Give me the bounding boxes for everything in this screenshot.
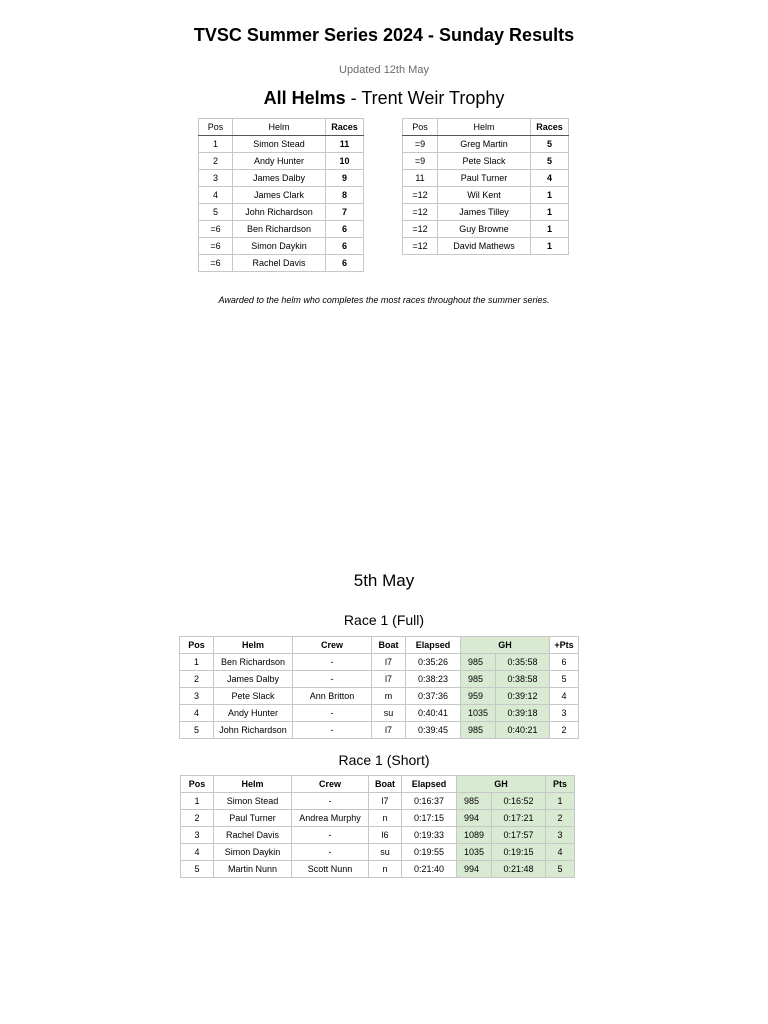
races-cell: 1 xyxy=(531,187,569,204)
pos-cell: 4 xyxy=(199,187,233,204)
helm-cell: Simon Daykin xyxy=(233,238,326,255)
boat-cell: l6 xyxy=(369,827,402,844)
gh-handicap-cell: 985 xyxy=(461,654,496,671)
gh-handicap-cell: 1035 xyxy=(457,844,492,861)
elapsed-cell: 0:37:36 xyxy=(406,688,461,705)
helm-cell: James Dalby xyxy=(233,170,326,187)
pos-cell: 1 xyxy=(181,793,214,810)
boat-header: Boat xyxy=(372,637,406,654)
helm-cell: John Richardson xyxy=(214,722,293,739)
helm-cell: Greg Martin xyxy=(438,136,531,153)
trophy-heading-name: - Trent Weir Trophy xyxy=(345,88,505,108)
pos-header: Pos xyxy=(180,637,214,654)
helm-cell: Ben Richardson xyxy=(233,221,326,238)
races-cell: 11 xyxy=(326,136,364,153)
helm-header: Helm xyxy=(233,119,326,136)
trophy-heading-bold: All Helms xyxy=(263,88,346,108)
elapsed-cell: 0:35:26 xyxy=(406,654,461,671)
gh-corrected-cell: 0:19:15 xyxy=(492,844,546,861)
trophy-heading xyxy=(0,88,768,109)
pts-header: Pts xyxy=(546,776,575,793)
crew-cell: Andrea Murphy xyxy=(292,810,369,827)
elapsed-cell: 0:40:41 xyxy=(406,705,461,722)
pts-cell: 4 xyxy=(546,844,575,861)
races-cell: 1 xyxy=(531,204,569,221)
table-row xyxy=(199,136,364,153)
crew-cell: - xyxy=(292,827,369,844)
table-row xyxy=(403,187,569,204)
races-cell: 8 xyxy=(326,187,364,204)
pts-cell: 4 xyxy=(550,688,579,705)
races-cell: 5 xyxy=(531,136,569,153)
gh-corrected-cell: 0:17:57 xyxy=(492,827,546,844)
helm-cell: Rachel Davis xyxy=(214,827,292,844)
table-row xyxy=(403,153,569,170)
elapsed-cell: 0:21:40 xyxy=(402,861,457,878)
helm-cell: Simon Stead xyxy=(233,136,326,153)
helm-cell: Guy Browne xyxy=(438,221,531,238)
pts-cell: 3 xyxy=(550,705,579,722)
crew-cell: Scott Nunn xyxy=(292,861,369,878)
pos-cell: =9 xyxy=(403,153,438,170)
elapsed-cell: 0:17:15 xyxy=(402,810,457,827)
boat-cell: l7 xyxy=(372,722,406,739)
page-title: TVSC Summer Series 2024 - Sunday Results xyxy=(193,25,575,45)
helm-cell: Simon Daykin xyxy=(214,844,292,861)
gh-handicap-cell: 1035 xyxy=(461,705,496,722)
gh-corrected-cell: 0:39:18 xyxy=(496,705,550,722)
pts-cell: 3 xyxy=(546,827,575,844)
crew-cell: - xyxy=(292,793,369,810)
races-header: Races xyxy=(531,119,569,136)
boat-header: Boat xyxy=(369,776,402,793)
gh-handicap-cell: 994 xyxy=(457,861,492,878)
race-full-heading: Race 1 (Full) xyxy=(343,612,425,628)
table-row xyxy=(199,255,364,272)
pos-cell: 2 xyxy=(181,810,214,827)
pos-header: Pos xyxy=(181,776,214,793)
helm-cell: Andy Hunter xyxy=(233,153,326,170)
pos-cell: =12 xyxy=(403,187,438,204)
races-header: Races xyxy=(326,119,364,136)
elapsed-cell: 0:16:37 xyxy=(402,793,457,810)
races-cell: 5 xyxy=(531,153,569,170)
gh-header: GH xyxy=(461,637,550,654)
helms-table-header xyxy=(403,119,569,136)
helm-cell: James Dalby xyxy=(214,671,293,688)
table-row xyxy=(199,238,364,255)
race-full-header xyxy=(180,637,579,654)
pos-cell: =9 xyxy=(403,136,438,153)
boat-cell: m xyxy=(372,688,406,705)
gh-header: GH xyxy=(457,776,546,793)
pts-cell: 5 xyxy=(550,671,579,688)
boat-cell: n xyxy=(369,861,402,878)
race-short-table xyxy=(180,775,575,878)
elapsed-cell: 0:19:33 xyxy=(402,827,457,844)
pos-cell: =12 xyxy=(403,221,438,238)
boat-cell: n xyxy=(369,810,402,827)
helm-cell: Pete Slack xyxy=(438,153,531,170)
gh-handicap-cell: 959 xyxy=(461,688,496,705)
pos-cell: =12 xyxy=(403,238,438,255)
helm-cell: Paul Turner xyxy=(214,810,292,827)
table-row xyxy=(180,722,579,739)
gh-corrected-cell: 0:16:52 xyxy=(492,793,546,810)
pts-cell: 6 xyxy=(550,654,579,671)
helm-header: Helm xyxy=(438,119,531,136)
gh-corrected-cell: 0:39:12 xyxy=(496,688,550,705)
pos-cell: =12 xyxy=(403,204,438,221)
helm-cell: Martin Nunn xyxy=(214,861,292,878)
crew-header: Crew xyxy=(292,776,369,793)
table-row xyxy=(199,153,364,170)
races-cell: 1 xyxy=(531,238,569,255)
pos-cell: 2 xyxy=(199,153,233,170)
gh-corrected-cell: 0:21:48 xyxy=(492,861,546,878)
pos-cell: 1 xyxy=(199,136,233,153)
award-note: Awarded to the helm who completes the most races throughout the summer series. xyxy=(218,295,550,305)
pos-cell: 5 xyxy=(199,204,233,221)
pos-cell: 2 xyxy=(180,671,214,688)
pos-cell: 3 xyxy=(199,170,233,187)
pos-cell: 5 xyxy=(181,861,214,878)
table-row xyxy=(199,221,364,238)
gh-handicap-cell: 985 xyxy=(457,793,492,810)
pos-cell: 11 xyxy=(403,170,438,187)
pos-header: Pos xyxy=(199,119,233,136)
races-cell: 4 xyxy=(531,170,569,187)
helm-cell: Ben Richardson xyxy=(214,654,293,671)
crew-cell: Ann Britton xyxy=(293,688,372,705)
table-row xyxy=(180,671,579,688)
crew-cell: - xyxy=(293,722,372,739)
crew-cell: - xyxy=(292,844,369,861)
races-cell: 9 xyxy=(326,170,364,187)
elapsed-header: Elapsed xyxy=(406,637,461,654)
pos-cell: =6 xyxy=(199,238,233,255)
crew-header: Crew xyxy=(293,637,372,654)
pts-cell: 1 xyxy=(546,793,575,810)
updated-date: Updated 12th May xyxy=(339,64,429,76)
helm-cell: Pete Slack xyxy=(214,688,293,705)
table-row xyxy=(181,844,575,861)
pts-header: +Pts xyxy=(550,637,579,654)
pos-header: Pos xyxy=(403,119,438,136)
elapsed-cell: 0:39:45 xyxy=(406,722,461,739)
helm-cell: David Mathews xyxy=(438,238,531,255)
gh-corrected-cell: 0:38:58 xyxy=(496,671,550,688)
pos-cell: 3 xyxy=(180,688,214,705)
helms-table-left xyxy=(198,118,364,272)
table-row xyxy=(180,654,579,671)
helm-header: Helm xyxy=(214,776,292,793)
helm-cell: Wil Kent xyxy=(438,187,531,204)
boat-cell: su xyxy=(372,705,406,722)
race-date-heading: 5th May xyxy=(353,571,415,590)
table-row xyxy=(180,688,579,705)
gh-corrected-cell: 0:35:58 xyxy=(496,654,550,671)
race-full-table xyxy=(179,636,579,739)
table-row xyxy=(403,238,569,255)
pts-cell: 5 xyxy=(546,861,575,878)
table-row xyxy=(181,861,575,878)
gh-handicap-cell: 1089 xyxy=(457,827,492,844)
crew-cell: - xyxy=(293,671,372,688)
gh-handicap-cell: 985 xyxy=(461,671,496,688)
races-cell: 10 xyxy=(326,153,364,170)
table-row xyxy=(403,170,569,187)
table-row xyxy=(181,793,575,810)
boat-cell: l7 xyxy=(372,654,406,671)
gh-corrected-cell: 0:17:21 xyxy=(492,810,546,827)
race-short-heading: Race 1 (Short) xyxy=(338,752,430,768)
table-row xyxy=(403,204,569,221)
pos-cell: 5 xyxy=(180,722,214,739)
pos-cell: 4 xyxy=(180,705,214,722)
pos-cell: 1 xyxy=(180,654,214,671)
races-cell: 7 xyxy=(326,204,364,221)
crew-cell: - xyxy=(293,705,372,722)
pts-cell: 2 xyxy=(550,722,579,739)
boat-cell: su xyxy=(369,844,402,861)
elapsed-cell: 0:19:55 xyxy=(402,844,457,861)
races-cell: 6 xyxy=(326,255,364,272)
table-row xyxy=(403,221,569,238)
helms-table-header xyxy=(199,119,364,136)
elapsed-header: Elapsed xyxy=(402,776,457,793)
table-row xyxy=(199,170,364,187)
gh-handicap-cell: 985 xyxy=(461,722,496,739)
table-row xyxy=(403,136,569,153)
table-row xyxy=(181,827,575,844)
crew-cell: - xyxy=(293,654,372,671)
table-row xyxy=(199,187,364,204)
helm-cell: James Clark xyxy=(233,187,326,204)
helm-cell: Simon Stead xyxy=(214,793,292,810)
race-short-header xyxy=(181,776,575,793)
gh-corrected-cell: 0:40:21 xyxy=(496,722,550,739)
races-cell: 6 xyxy=(326,238,364,255)
table-row xyxy=(181,810,575,827)
boat-cell: l7 xyxy=(369,793,402,810)
helm-cell: Andy Hunter xyxy=(214,705,293,722)
helm-cell: Paul Turner xyxy=(438,170,531,187)
elapsed-cell: 0:38:23 xyxy=(406,671,461,688)
races-cell: 1 xyxy=(531,221,569,238)
table-row xyxy=(180,705,579,722)
pts-cell: 2 xyxy=(546,810,575,827)
pos-cell: 3 xyxy=(181,827,214,844)
helms-table-right xyxy=(402,118,569,255)
helm-cell: Rachel Davis xyxy=(233,255,326,272)
helm-header: Helm xyxy=(214,637,293,654)
table-row xyxy=(199,204,364,221)
pos-cell: =6 xyxy=(199,255,233,272)
helm-cell: James Tilley xyxy=(438,204,531,221)
pos-cell: 4 xyxy=(181,844,214,861)
races-cell: 6 xyxy=(326,221,364,238)
gh-handicap-cell: 994 xyxy=(457,810,492,827)
boat-cell: l7 xyxy=(372,671,406,688)
helm-cell: John Richardson xyxy=(233,204,326,221)
pos-cell: =6 xyxy=(199,221,233,238)
